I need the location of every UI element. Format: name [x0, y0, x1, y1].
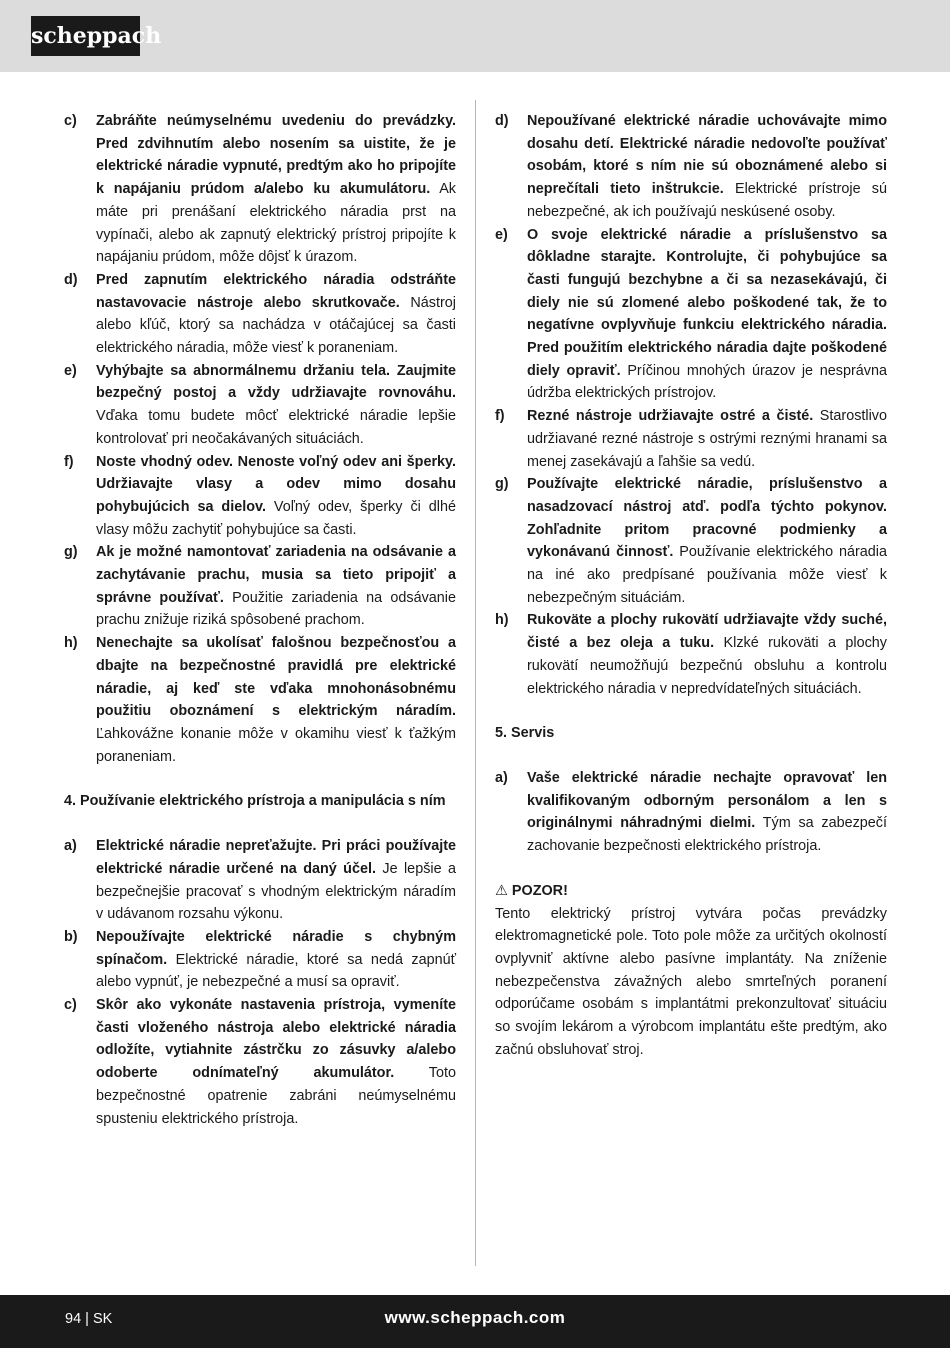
item-text: Vďaka tomu budete môcť elektrické náradie lepšie kontrolovať pri neočakávaných situáciách. — [96, 408, 456, 447]
list-item — [64, 110, 456, 269]
section-5-heading: 5. Servis — [495, 725, 555, 742]
item-label: c) — [64, 997, 77, 1014]
right-column — [495, 110, 887, 1061]
item-label: a) — [64, 838, 77, 855]
right-items-b — [495, 767, 887, 858]
list-item — [64, 632, 456, 768]
item-bold-text: Nepoužívané elektrické náradie uchovávajte mimo dosahu detí. Elektrické náradie nedovoľte používať osobám, ktoré s ním nie sú oboznámené alebo si neprečítali tieto inštrukcie. — [527, 113, 887, 198]
item-bold-text: O svoje elektrické náradie a príslušenstvo sa dôkladne starajte. Kontrolujte, či pohybujúce sa časti fungujú bezchybne a či sa nezasekávajú, či diely nie sú zlomené alebo poškodené tak, že to negatívne ovplyvňuje funkciu elektrického náradia. Pred použitím elektrického náradia dajte poškodené diely opraviť. — [527, 226, 887, 379]
list-item — [495, 224, 887, 406]
list-item — [495, 110, 887, 224]
item-label: b) — [64, 928, 78, 945]
item-text: Používanie elektrického náradia na iné ako predpísané používania môže viesť k nebezpečným situáciám. — [527, 544, 887, 606]
item-text: Elektrické náradie, ktoré sa nedá zapnúť alebo vypnúť, je nebezpečné a musí sa opraviť. — [96, 951, 456, 991]
item-text: Toto bezpečnostné opatrenie zabráni neúmyselnému spusteniu elektrického prístroja. — [96, 1065, 456, 1127]
item-text: Starostlivo udržiavané rezné nástroje s ostrými reznými hranami sa menej zasekávajú a ľahšie sa vedú. — [527, 408, 887, 470]
list-item — [64, 360, 456, 451]
item-text: Príčinou mnohých úrazov je nesprávna údržba elektrických prístrojov. — [527, 362, 887, 402]
item-label: f) — [64, 453, 74, 470]
website-url: www.scheppach.com — [384, 1308, 566, 1327]
list-item — [495, 767, 887, 858]
item-bold-text: Pred zapnutím elektrického náradia odstráňte nastavovacie nástroje alebo skrutkovače. — [96, 271, 456, 311]
warning-text: Tento elektrický prístroj vytvára počas prevádzky elektromagnetické pole. Toto pole môže za určitých okolností ovplyvniť aktívne alebo pasívne implantáty. Na zníženie nebezpečenstva závažných alebo smrteľných poranení odporúčame osobám s implantátmi prekonzultovať situáciu so svojím lekárom a výrobcom implantátu ešte predtým, ako začnú obsluhovať stroj. — [495, 905, 887, 1058]
item-bold-text: Ak je možné namontovať zariadenia na odsávanie a zachytávanie prachu, musia sa tieto pripojiť a správne používať. — [96, 544, 456, 606]
right-items-a — [495, 110, 887, 700]
item-text: Voľný odev, šperky či dlhé vlasy môžu zachytiť pohybujúce sa časti. — [96, 498, 456, 538]
item-bold-text: Rezné nástroje udržiavajte ostré a čisté. — [527, 408, 814, 425]
list-item — [64, 835, 456, 926]
item-text: Tým sa zabezpečí zachovanie bezpečnosti elektrického prístroja. — [527, 815, 887, 855]
item-label: a) — [495, 769, 508, 786]
footer-bar — [0, 1295, 950, 1348]
item-text: Klzké rukoväti a plochy rukovätí neumožňujú bezpečnú obsluhu a kontrolu elektrického náradia v nepredvídateľných situáciách. — [527, 635, 887, 697]
item-bold-text: Vaše elektrické náradie nechajte opravovať len kvalifikovaným odborným personálom a len s originálnymi náhradnými dielmi. — [527, 769, 887, 832]
list-item — [495, 609, 887, 700]
item-label: c) — [64, 113, 77, 129]
item-bold-text: Rukoväte a plochy rukovätí udržiavajte vždy suché, čisté a bez oleja a tuku. — [527, 612, 887, 652]
item-bold-text: Používajte elektrické náradie, príslušenstvo a nasadzovací nástroj atď. podľa týchto pokynov. Zohľadnite pritom pracovné podmienky a vykonávanú činnosť. — [527, 476, 887, 561]
list-item — [64, 451, 456, 542]
item-text: Nástroj alebo kľúč, ktorý sa nachádza v otáčajúcej sa časti elektrického náradia, môže viesť k poraneniam. — [96, 294, 456, 357]
item-label: h) — [495, 612, 509, 629]
page-number: 94 | SK — [65, 1311, 113, 1327]
left-items-b — [64, 835, 456, 1130]
item-text: Elektrické prístroje sú nebezpečné, ak ich používajú neskúsené osoby. — [527, 181, 887, 220]
item-bold-text: Noste vhodný odev. Nenoste voľný odev ani šperky. Udržiavajte vlasy a odev mimo dosahu pohybujúcich sa dielov. — [96, 453, 456, 515]
scheppach-logo: scheppach — [31, 16, 140, 56]
item-bold-text: Skôr ako vykonáte nastavenia prístroja, vymeníte časti vloženého nástroja alebo elektrické náradia odložíte, vytiahnite zástrčku zo zásuvky a/alebo odoberte odnímateľný akumulátor. — [96, 997, 456, 1082]
list-item — [64, 269, 456, 360]
item-bold-text: Nenechajte sa ukolísať falošnou bezpečnosťou a dbajte na bezpečnostné pravidlá pre elektrické náradie, aj keď ste vďaka mnohonásobnému použitiu oboznámení s elektrickým náradím. — [96, 635, 456, 720]
list-item — [64, 994, 456, 1130]
left-column — [64, 110, 456, 1130]
item-bold-text: Nepoužívajte elektrické náradie s chybným spínačom. — [96, 928, 456, 968]
header-bar — [0, 0, 950, 72]
item-label: g) — [64, 544, 78, 561]
warning-title: POZOR! — [511, 882, 568, 899]
item-text: Je lepšie a bezpečnejšie pracovať s vhodným elektrickým náradím v udávanom rozsahu výkonu. — [96, 860, 456, 923]
item-bold-text: Elektrické náradie nepreťažujte. Pri práci používajte elektrické náradie určené na daný účel. — [96, 838, 456, 877]
item-label: f) — [495, 408, 505, 425]
item-label: e) — [495, 226, 508, 243]
item-label: e) — [64, 362, 77, 379]
warning-heading — [495, 880, 887, 903]
item-text: Použitie zariadenia na odsávanie prachu znižuje riziká spôsobené prachom. — [96, 589, 456, 629]
list-item — [495, 473, 887, 609]
column-divider — [475, 100, 476, 1266]
item-bold-text: Vyhýbajte sa abnormálnemu držaniu tela. Zaujmite bezpečný postoj a vždy udržiavajte rovnováhu. — [96, 362, 456, 402]
left-items-a — [64, 110, 456, 768]
item-text: Ak máte pri prenášaní elektrického náradia prst na vypínači, alebo ak zapnutý elektrický prístroj pripojíte k napájaniu prúdom, môže dôjsť k úrazom. — [96, 181, 456, 266]
list-item — [64, 926, 456, 994]
section-4-heading: 4. Používanie elektrického prístroja a manipulácia s ním — [64, 793, 446, 810]
warning-triangle-icon: ⚠ — [495, 882, 508, 899]
item-label: g) — [495, 476, 509, 493]
item-label: d) — [64, 271, 78, 288]
list-item — [64, 541, 456, 632]
item-text: Ľahkovážne konanie môže v okamihu viesť k ťažkým poraneniam. — [96, 725, 456, 765]
item-label: h) — [64, 635, 78, 652]
item-label: d) — [495, 113, 509, 129]
item-bold-text: Zabráňte neúmyselnému uvedeniu do prevádzky. Pred zdvihnutím alebo nosením sa uistite, že je elektrické náradie vypnuté, predtým ako ho pripojíte k napájaniu prúdom a/alebo ku akumulátoru. — [96, 113, 456, 198]
list-item — [495, 405, 887, 473]
